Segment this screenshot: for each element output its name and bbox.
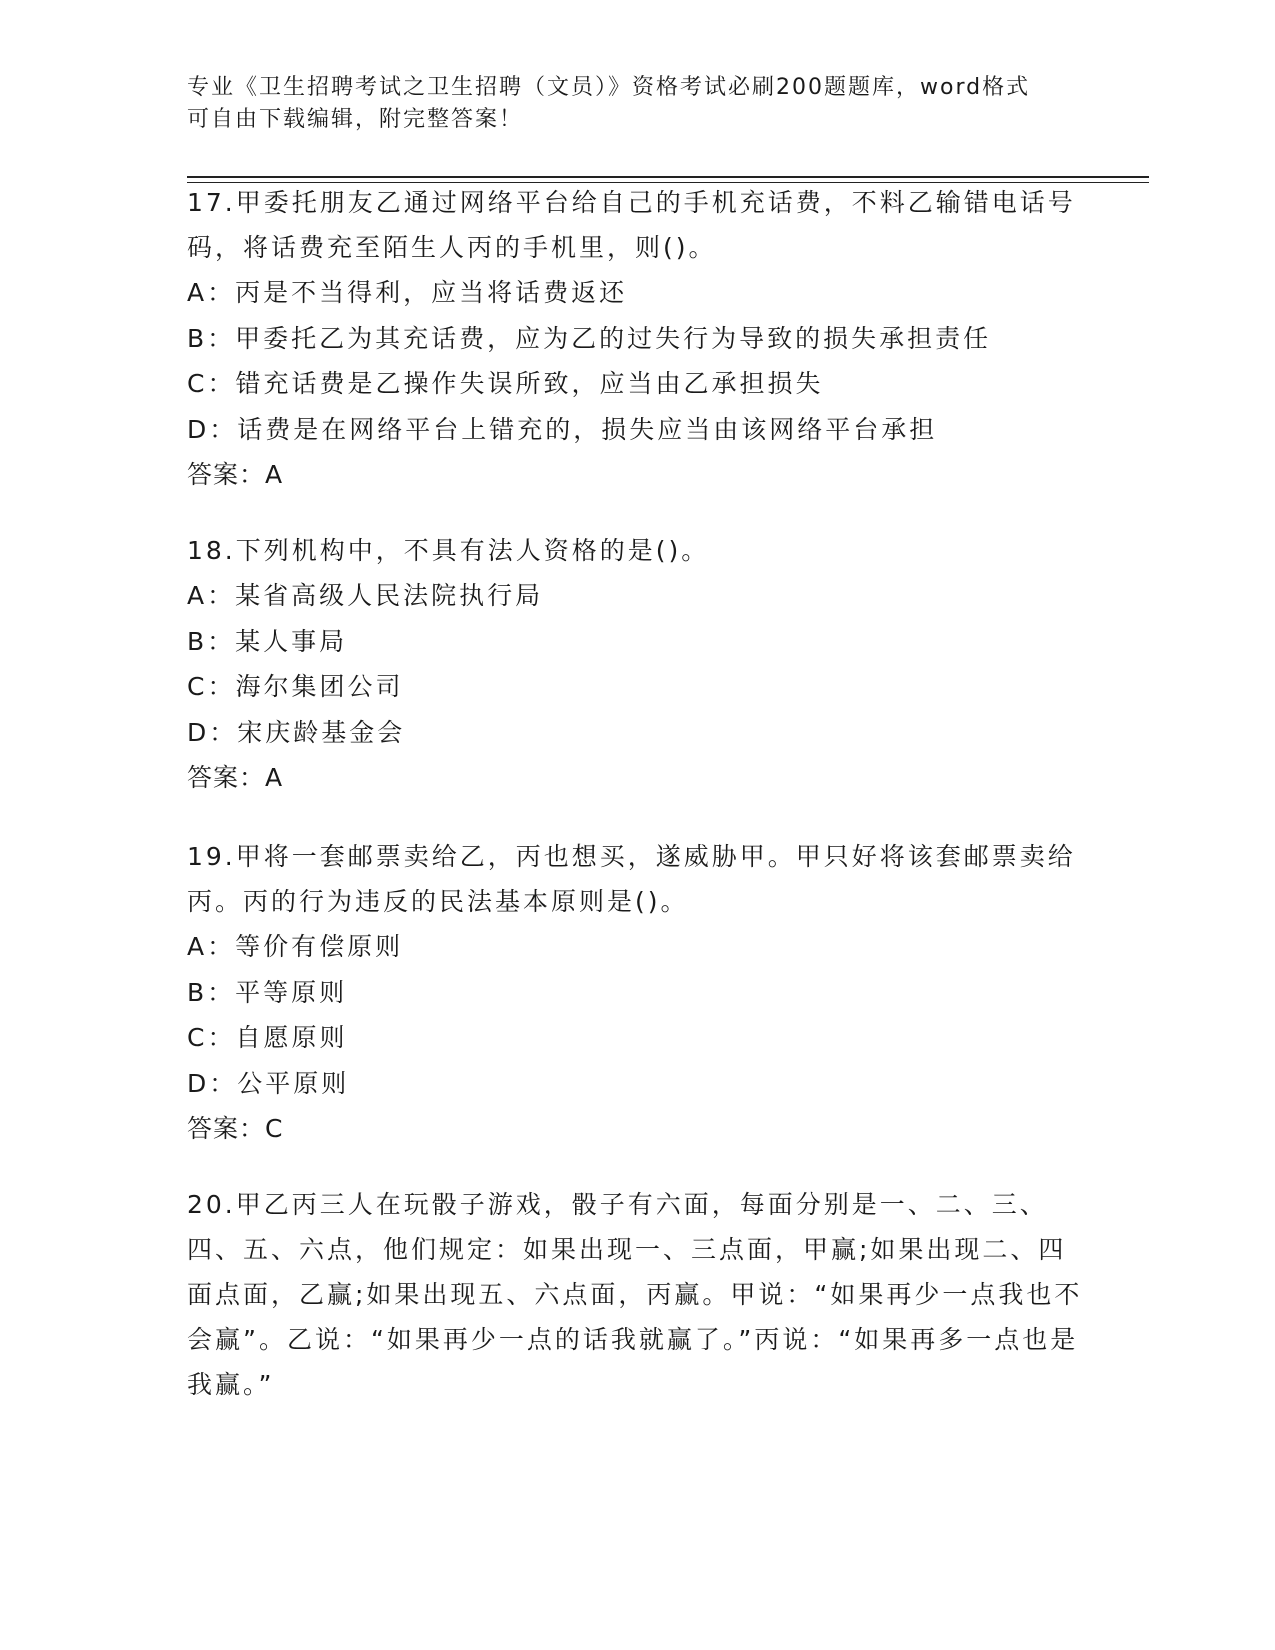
header-divider <box>187 176 1149 178</box>
answer: 答案：A <box>187 460 284 489</box>
option-b: B：平等原则 <box>187 977 348 1007</box>
question-20 <box>187 1182 1087 1407</box>
option-c: C：海尔集团公司 <box>187 672 404 701</box>
header-subtitle: 可自由下载编辑，附完整答案！ <box>187 107 524 132</box>
question-17 <box>187 180 1087 498</box>
answer: 答案：C <box>187 1114 284 1143</box>
question-stem: 19.甲将一套邮票卖给乙，丙也想买，遂威胁甲。甲只好将该套邮票卖给丙。丙的行为违反的民法基本原则是()。 <box>187 842 1076 916</box>
document-header <box>187 72 1067 136</box>
option-b: B：甲委托乙为其充话费，应为乙的过失行为导致的损失承担责任 <box>187 323 992 353</box>
option-d: D：公平原则 <box>187 1068 350 1098</box>
question-stem: 18.下列机构中，不具有法人资格的是()。 <box>187 536 710 565</box>
question-stem: 20.甲乙丙三人在玩骰子游戏，骰子有六面，每面分别是一、二、三、四、五、六点，他们规定：如果出现一、三点面，甲赢;如果出现二、四面点面，乙赢;如果出现五、六点面，丙赢。甲说：“如果再少一点我也不会赢”。乙说：“如果再少一点的话我就赢了。”丙说：“如果再多一点也是我赢。” <box>187 1190 1083 1399</box>
header-title: 专业《卫生招聘考试之卫生招聘（文员）》资格考试必刷200题题库，word格式 <box>187 75 1031 100</box>
option-d: D：话费是在网络平台上错充的，损失应当由该网络平台承担 <box>187 414 938 444</box>
option-b: B：某人事局 <box>187 626 348 656</box>
option-a: A：等价有偿原则 <box>187 932 404 961</box>
option-a: A：丙是不当得利，应当将话费返还 <box>187 278 628 307</box>
answer: 答案：A <box>187 763 284 792</box>
question-19 <box>187 834 1087 1152</box>
question-18 <box>187 528 1087 801</box>
option-d: D：宋庆龄基金会 <box>187 717 406 747</box>
option-c: C：自愿原则 <box>187 1023 348 1052</box>
option-a: A：某省高级人民法院执行局 <box>187 581 544 610</box>
option-c: C：错充话费是乙操作失误所致，应当由乙承担损失 <box>187 369 824 398</box>
question-stem: 17.甲委托朋友乙通过网络平台给自己的手机充话费，不料乙输错电话号码，将话费充至陌生人丙的手机里，则()。 <box>187 188 1076 262</box>
